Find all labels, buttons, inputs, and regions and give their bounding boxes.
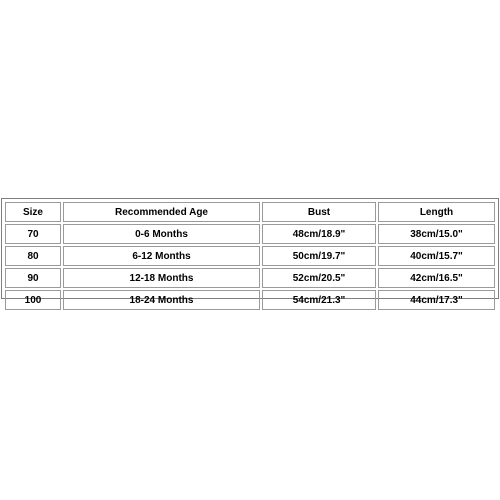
cell-bust: 52cm/20.5"	[262, 268, 376, 288]
header-length: Length	[378, 202, 495, 222]
table-row	[5, 268, 495, 288]
cell-size: 100	[5, 290, 61, 310]
table-row	[5, 246, 495, 266]
header-size: Size	[5, 202, 61, 222]
table-header-row	[5, 202, 495, 222]
cell-length: 38cm/15.0"	[378, 224, 495, 244]
header-recommended-age: Recommended Age	[63, 202, 260, 222]
cell-size: 80	[5, 246, 61, 266]
cell-length: 40cm/15.7"	[378, 246, 495, 266]
cell-bust: 54cm/21.3"	[262, 290, 376, 310]
cell-size: 90	[5, 268, 61, 288]
table-row	[5, 290, 495, 310]
cell-length: 44cm/17.3"	[378, 290, 495, 310]
cell-recommended-age: 18-24 Months	[63, 290, 260, 310]
table-row	[5, 224, 495, 244]
cell-bust: 48cm/18.9"	[262, 224, 376, 244]
cell-bust: 50cm/19.7"	[262, 246, 376, 266]
header-bust: Bust	[262, 202, 376, 222]
cell-recommended-age: 6-12 Months	[63, 246, 260, 266]
size-chart-table	[1, 198, 499, 306]
cell-size: 70	[5, 224, 61, 244]
cell-recommended-age: 12-18 Months	[63, 268, 260, 288]
size-chart-grid	[3, 200, 497, 312]
cell-recommended-age: 0-6 Months	[63, 224, 260, 244]
cell-length: 42cm/16.5"	[378, 268, 495, 288]
